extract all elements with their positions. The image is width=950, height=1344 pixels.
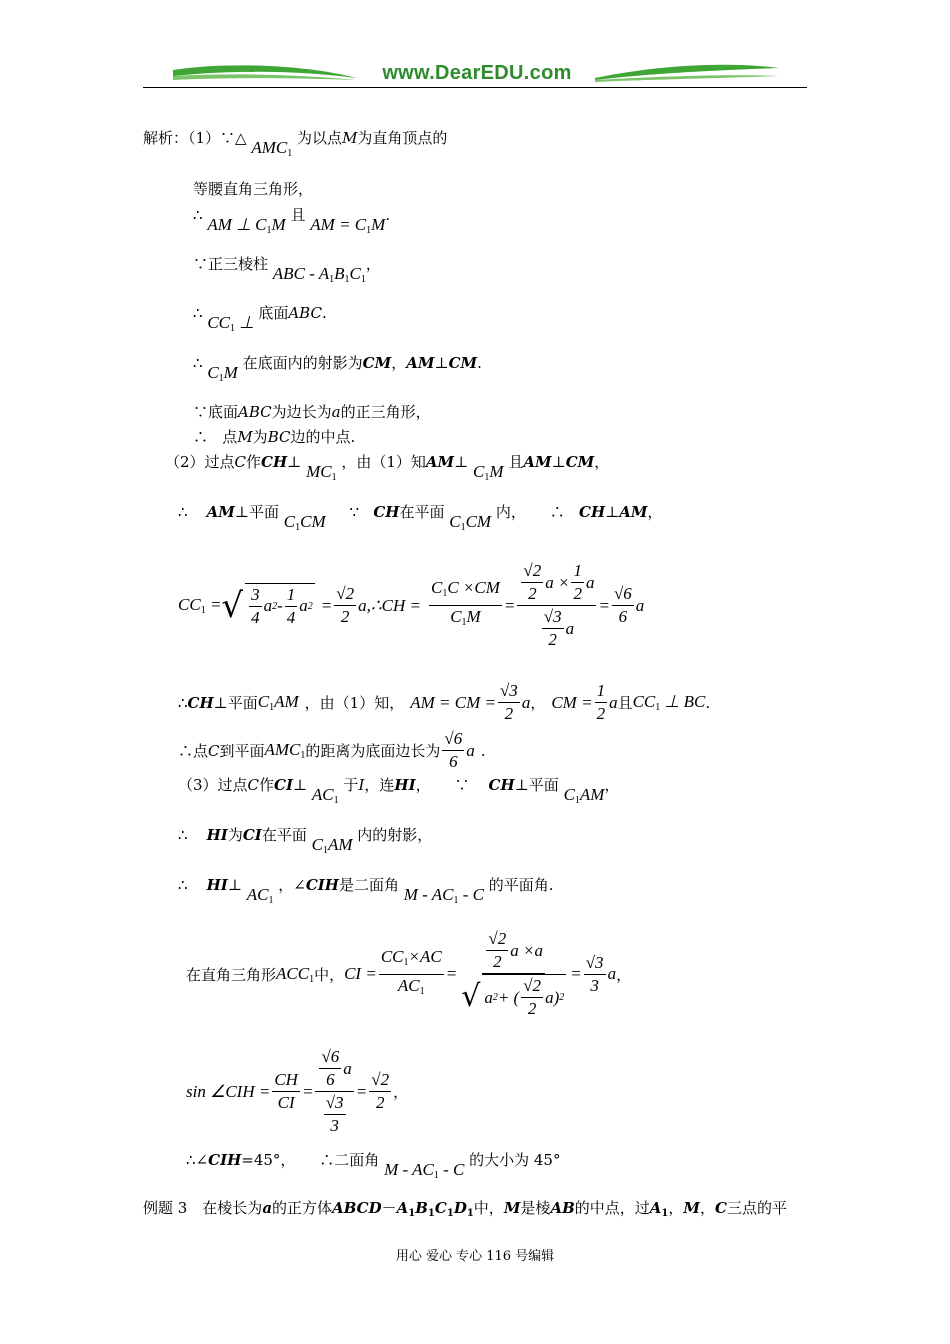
math-expr: a [466, 740, 475, 760]
math-expr: $C_1M$ [207, 363, 238, 384]
text: 边的中点. [290, 428, 356, 446]
math-expr: $AMC_1$ [264, 740, 306, 761]
solution-line-8 [193, 427, 355, 447]
var: CH [187, 693, 214, 712]
text: 底面 [258, 304, 289, 322]
solution-line-15 [178, 875, 554, 906]
math-expr: a [607, 964, 617, 983]
text: ， [393, 1083, 409, 1101]
var: AM [406, 354, 435, 372]
text: ， [700, 1199, 716, 1217]
var: C [208, 741, 220, 760]
text: 且 [290, 206, 306, 224]
solution-line-3 [193, 205, 391, 236]
var: HI [206, 826, 228, 844]
text: ，由（1）知， [304, 694, 405, 712]
text: . [480, 741, 486, 760]
text: 于 [343, 776, 359, 794]
text: . [705, 693, 711, 712]
text: ⊥ [434, 354, 449, 372]
text: ∴ 点 [193, 428, 238, 446]
text: 的正方体 [272, 1199, 333, 1217]
text: ⊥平面 [213, 694, 258, 712]
math-expr: $MC_1$ [306, 462, 337, 483]
text: ， [604, 776, 620, 794]
text: ∵正三棱柱 [193, 255, 269, 273]
fraction: $\frac{√2}{2}$ [371, 1070, 390, 1112]
text: 且 [508, 453, 524, 471]
text: ，∠ [278, 876, 306, 894]
text: ∵底面 [193, 403, 239, 421]
math-expr: M - $AC_1$ - C [384, 1160, 465, 1181]
text: 在直角三角形 [186, 965, 277, 984]
text: 等腰直角三角形， [193, 180, 314, 198]
text: ⊥平面 [234, 503, 279, 521]
equation-ci [186, 928, 631, 1020]
var: M [342, 129, 358, 147]
math-expr: ABC - $A_1B_1C_1$ [272, 264, 366, 285]
solution-line-11 [178, 680, 710, 725]
math-expr: $C_1M$ [473, 462, 504, 483]
text: 是棱 [520, 1199, 551, 1217]
var: C [247, 776, 260, 794]
solution-line-7 [193, 402, 431, 422]
therefore-symbol: ∴∠ [186, 1151, 209, 1169]
text: ， [391, 354, 407, 372]
text: － [381, 1199, 397, 1217]
var: CIH [208, 1151, 242, 1169]
var: ABCD [332, 1199, 382, 1217]
fraction: $\frac{√3}{3}$ [585, 952, 604, 995]
text: 的平面角. [488, 876, 554, 894]
var: C [715, 1199, 727, 1217]
var: CM [565, 453, 595, 471]
var: AM [425, 453, 455, 471]
text: ，由（1）知 [341, 453, 426, 471]
var: $A_1$ [649, 1199, 669, 1219]
math-expr: = [301, 1081, 314, 1101]
therefore-symbol: ∴ [193, 206, 203, 224]
text: 为边长为 [271, 403, 332, 421]
var: a [262, 1199, 273, 1217]
text: 内的射影， [357, 826, 433, 844]
var: AM [523, 453, 552, 471]
var: I [358, 776, 365, 794]
var: CIH [305, 876, 339, 894]
math-expr: $C_1AM$ [563, 785, 605, 806]
text: ， [365, 255, 381, 273]
tri-name: $AMC_1$ [251, 138, 293, 159]
solution-line-12 [178, 728, 486, 773]
text: 作 [259, 776, 275, 794]
text: 中， [314, 965, 345, 984]
math-expr: = [445, 964, 458, 983]
sqrt-radicand: $\frac{3}{4}$ a 2 - $\frac{1}{4}$ a 2 [245, 583, 315, 629]
math-expr: $C_1AM$ [311, 835, 353, 856]
solution-line-4 [193, 254, 381, 285]
text: ⊥ [551, 453, 566, 471]
var: BC [267, 428, 291, 446]
var: a [331, 403, 341, 421]
text: . [385, 206, 391, 224]
math-expr: $CC_1$ ⊥ [207, 313, 259, 334]
math-expr: = [570, 964, 582, 983]
math-expr: a [609, 692, 618, 712]
text: 在底面内的射影为 [242, 354, 363, 372]
var: ABC [288, 304, 322, 322]
var: CH [373, 503, 400, 521]
math-expr: AM = CM = [410, 692, 496, 712]
text: （3）过点 [178, 776, 248, 794]
solution-line-14 [178, 825, 433, 856]
math-expr: sin ∠CIH = [186, 1081, 271, 1101]
fraction: $\frac{1}{4}$ [286, 584, 296, 627]
fraction: $\frac{√3}{2}$ [499, 681, 518, 723]
text: ⊥ [293, 776, 308, 794]
text: ， [616, 965, 632, 984]
math-expr: a [521, 692, 531, 712]
text: 是二面角 [338, 876, 399, 894]
solution-line-10 [178, 502, 663, 533]
therefore-symbol: ∴ [193, 304, 203, 322]
because-symbol: ∵ [349, 503, 359, 521]
fraction: $\frac{√6}{6}$ [444, 729, 463, 771]
text: =45°， [241, 1151, 296, 1169]
solution-line-16 [186, 1150, 561, 1181]
text: 的正三角形， [340, 403, 431, 421]
var: HI [394, 776, 416, 794]
text: 例题 3 在棱长为 [143, 1199, 263, 1217]
text: 为 [227, 826, 243, 844]
var: CI [274, 776, 294, 794]
therefore-symbol: ∴ [549, 503, 565, 521]
text: 作 [246, 453, 262, 471]
fraction: $\frac{√6}{6}$ [613, 584, 632, 626]
var: CH [488, 776, 515, 794]
solution-line-9 [165, 452, 610, 483]
text: ⊥ [454, 453, 469, 471]
text: ， [530, 694, 546, 712]
solution-line-13 [178, 775, 620, 806]
text: ， [647, 503, 663, 521]
equation-cc1-ch: $CC_1$ = √ $\frac{3}{4}$ a 2 - $\frac{1}{4}$ a 2 = $\frac{√2}{2}$ a,∴CH = $\frac{C_1C \times CM}{C_1M}$ = $\frac{√2}{2}$ a × $\frac{1}{2}$ a $\frac{√3}{2}$ a = $\frac{√6}{6}$ a [178, 561, 645, 649]
var: $A_1B_1C_1D_1$ [396, 1199, 474, 1219]
math-expr: $C_1CM$ [283, 512, 326, 533]
math-expr: $AC_1$ [311, 785, 339, 806]
text: 在平面 [261, 826, 307, 844]
header-rule [143, 87, 807, 88]
because-symbol: ∵ [454, 776, 470, 794]
text: ⊥平面 [514, 776, 559, 794]
therefore-symbol: ∴ [178, 693, 188, 712]
solution-line-6 [193, 353, 482, 384]
var: M [683, 1199, 701, 1217]
text: ⊥ [227, 876, 242, 894]
fraction: $\frac{CH}{CI}$ [274, 1070, 298, 1112]
text: ， [594, 453, 610, 471]
text: . [477, 354, 482, 372]
site-title[interactable]: www.DearEDU.com [382, 62, 572, 84]
math-expr: = [503, 595, 516, 615]
math-expr: $CC_1$ ⊥ BC [632, 692, 706, 713]
math-expr: AM ⊥ $C_1M$ [207, 215, 286, 236]
math-expr: $ACC_1$ [276, 963, 315, 985]
var: M [237, 428, 253, 446]
text: 中， [473, 1199, 504, 1217]
math-expr: $C_1CM$ [449, 512, 492, 533]
therefore-symbol: ∴ [193, 354, 203, 372]
var: AB [550, 1199, 575, 1217]
fraction: $\frac{C_1C \times CM}{C_1M}$ [431, 578, 500, 628]
var: CI [242, 826, 262, 844]
solution-line-1 [143, 128, 448, 159]
math-expr: $C_1AM$ [257, 692, 299, 713]
solution-line-2 [193, 179, 313, 199]
math-expr: = [598, 595, 610, 615]
text: （2）过点 [165, 453, 235, 471]
text: 三点的平 [726, 1199, 787, 1217]
text: ⊥ [605, 503, 620, 521]
var: CH [261, 453, 288, 471]
math-expr: AM = $C_1M$ [310, 215, 386, 236]
text: ⊥ [287, 453, 302, 471]
text: 的大小为 45° [469, 1151, 561, 1169]
var: HI [206, 876, 228, 894]
text: . [321, 304, 327, 322]
var: C [234, 453, 247, 471]
solution-intro: 解析：（1）∵△ [143, 129, 247, 147]
var: M [503, 1199, 521, 1217]
math-expr: a,∴CH = [358, 595, 421, 615]
equation-sin [186, 1046, 408, 1137]
math-expr: CM = [551, 692, 593, 712]
compound-fraction: $\frac{√6}{6}$ a $\frac{√3}{3}$ [315, 1046, 353, 1137]
text: 到平面 [219, 742, 265, 760]
math-expr: $CC_1$ = [178, 595, 222, 616]
var: AM [206, 503, 235, 521]
page-footer: 用心 爱心 专心 116 号编辑 [395, 1249, 555, 1264]
compound-fraction: $\frac{√2}{2}$ a × $\frac{1}{2}$ a $\frac{√3}{2}$ a [517, 560, 596, 651]
text: 在平面 [399, 503, 445, 521]
text: ∴二面角 [319, 1151, 380, 1169]
text: 为 [252, 428, 268, 446]
fraction: $\frac{3}{4}$ [251, 584, 260, 627]
text: 为以点 [297, 129, 343, 147]
text: ，连 [364, 776, 395, 794]
text: ， [668, 1199, 684, 1217]
var: ABC [238, 403, 272, 421]
therefore-symbol: ∴ [178, 503, 188, 521]
var: CM [448, 354, 478, 372]
math-expr: = [355, 1081, 368, 1101]
var: CH [579, 503, 606, 521]
text: 的距离为底面边长为 [305, 742, 441, 760]
math-expr: CI = [344, 964, 377, 983]
therefore-symbol: ∴ [178, 826, 188, 844]
solution-line-5 [193, 303, 327, 334]
fraction: $\frac{1}{2}$ [596, 681, 606, 723]
therefore-symbol: ∴ [178, 876, 188, 894]
var: AM [619, 503, 648, 521]
compound-fraction: $\frac{√2}{2}$ a ×a √ a 2 + ( $\frac{√2}{2}$ a) 2 [461, 929, 565, 1018]
sqrt-sign: √ [221, 585, 244, 626]
text: 内， [495, 503, 526, 521]
var: CM [362, 354, 392, 372]
math-expr: M - $AC_1$ - C [403, 885, 484, 906]
fraction: $\frac{CC_1\times AC}{AC_1}$ [380, 946, 442, 997]
text: 为直角顶点的 [357, 129, 448, 147]
left-swoosh-tail [173, 74, 357, 80]
text: ∴点 [178, 742, 209, 760]
math-expr: $AC_1$ [246, 885, 274, 906]
math-expr: a [635, 595, 645, 615]
text: ， [415, 776, 431, 794]
text: 的中点，过 [574, 1199, 650, 1217]
text: 且 [617, 694, 633, 712]
example-3-line [143, 1198, 787, 1224]
fraction: $\frac{√2}{2}$ [336, 584, 355, 626]
